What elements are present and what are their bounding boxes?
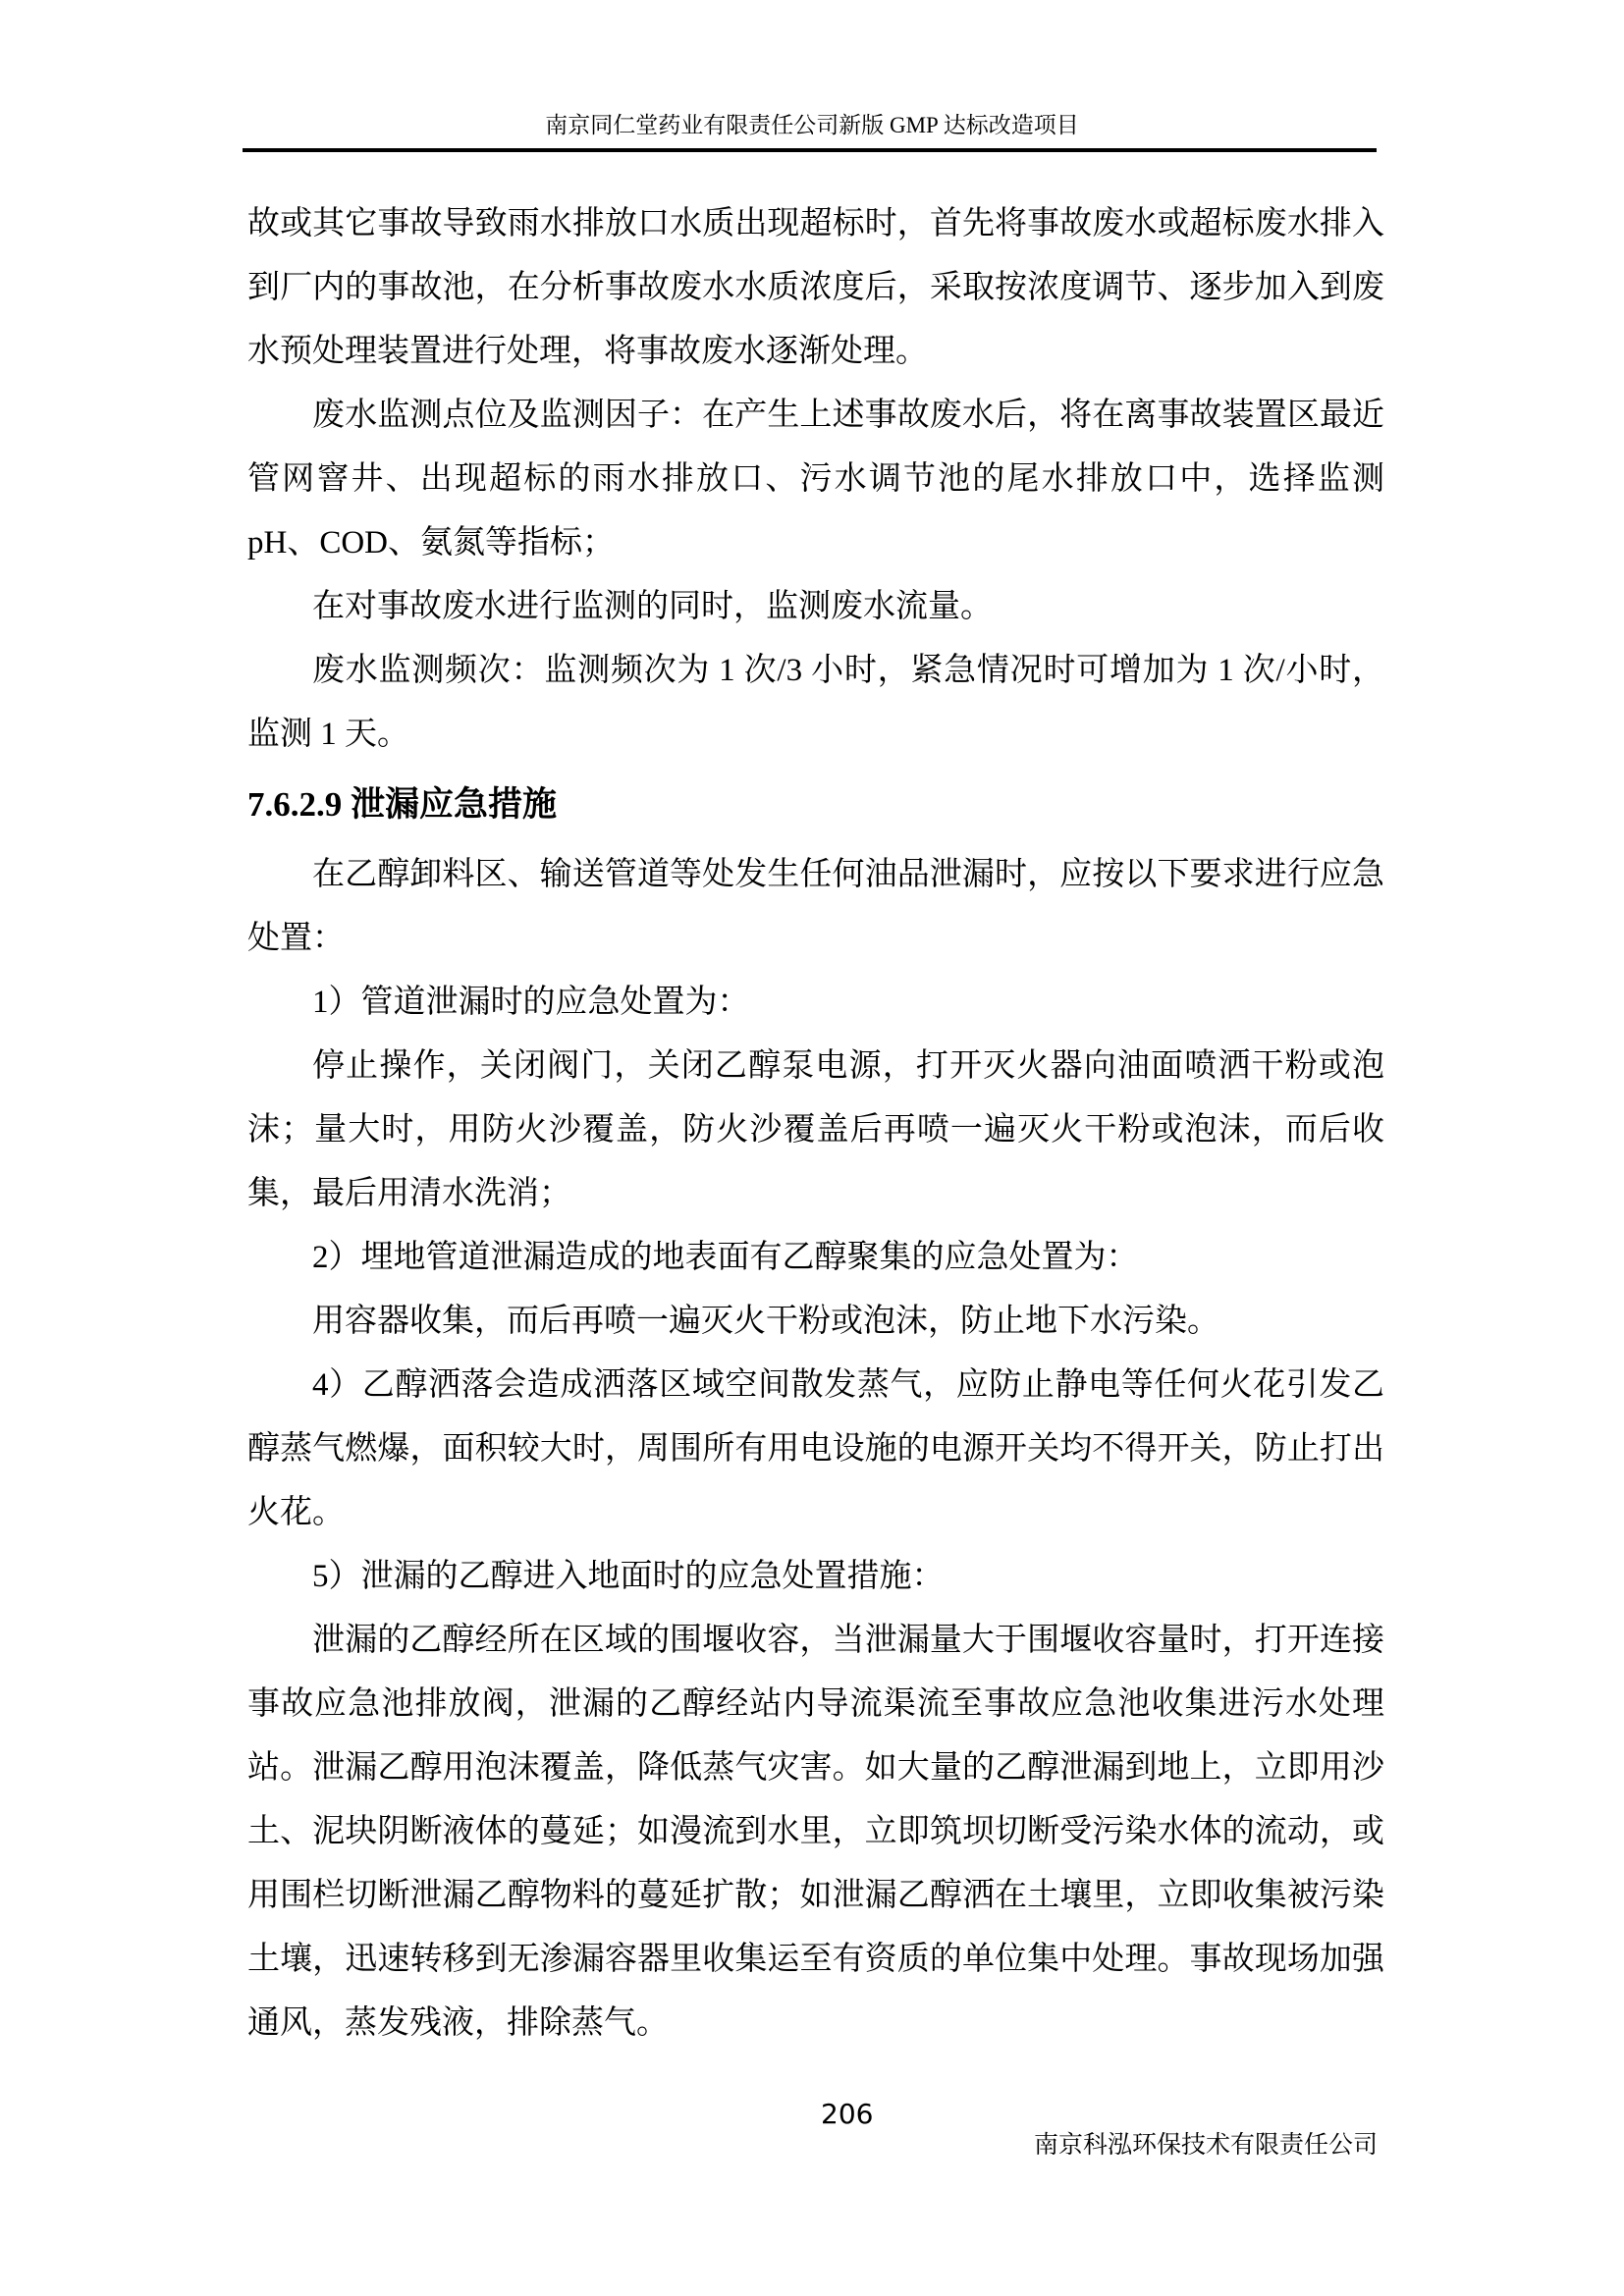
body-paragraph: 用容器收集，而后再喷一遍灭火干粉或泡沫，防止地下水污染。 (312, 1304, 1219, 1339)
body-paragraph: 故或其它事故导致雨水排放口水质出现超标时，首先将事故废水或超标废水排入到厂内的事故池，在分析事故废水水质浓度后，采取按浓度调节、逐步加入到废水预处理装置进行处理，将事故废水逐渐处理。 (247, 206, 1384, 369)
document-body (247, 192, 1384, 2056)
body-paragraph: 1）管道泄漏时的应急处置为： (312, 985, 750, 1020)
body-paragraph: 2）埋地管道泄漏造成的地表面有乙醇聚集的应急处置为： (312, 1240, 1139, 1275)
footer-company: 南京科泓环保技术有限责任公司 (1033, 2132, 1378, 2159)
body-paragraph: 泄漏的乙醇经所在区域的围堰收容，当泄漏量大于围堰收容量时，打开连接事故应急池排放阀，泄漏的乙醇经站内导流渠流至事故应急池收集进污水处理站。泄漏乙醇用泡沫覆盖，降低蒸气灾害。如大量的乙醇泄漏到地上，立即用沙土、泥块阴断液体的蔓延；如漫流到水里，立即筑坝切断受污染水体的流动，或用围栏切断泄漏乙醇物料的蔓延扩散；如泄漏乙醇洒在土壤里，立即收集被污染土壤，迅速转移到无渗漏容器里收集运至有资质的单位集中处理。事故现场加强通风，蒸发残液，排除蒸气。 (247, 1623, 1384, 2041)
header-divider (243, 148, 1377, 152)
body-paragraph: 废水监测点位及监测因子：在产生上述事故废水后，将在离事故装置区最近管网窨井、出现超标的雨水排放口、污水调节池的尾水排放口中，选择监测 pH、COD、氨氮等指标； (247, 398, 1384, 561)
body-paragraph: 停止操作，关闭阀门，关闭乙醇泵电源，打开灭火器向油面喷洒干粉或泡沫；量大时，用防火沙覆盖，防火沙覆盖后再喷一遍灭火干粉或泡沫，而后收集，最后用清水洗消； (247, 1048, 1384, 1211)
body-paragraph: 5）泄漏的乙醇进入地面时的应急处置措施： (312, 1559, 945, 1594)
body-paragraph: 在乙醇卸料区、输送管道等处发生任何油品泄漏时，应按以下要求进行应急处置： (247, 857, 1384, 956)
page-header-title: 南京同仁堂药业有限责任公司新版 GMP 达标改造项目 (545, 113, 1079, 137)
page-number: 206 (821, 2098, 874, 2130)
section-heading: 7.6.2.9 泄漏应急措施 (247, 785, 558, 824)
body-paragraph: 废水监测频次：监测频次为 1 次/3 小时，紧急情况时可增加为 1 次/小时，监测 1 天。 (247, 653, 1384, 752)
body-paragraph: 在对事故废水进行监测的同时，监测废水流量。 (312, 589, 993, 624)
body-paragraph: 4）乙醇洒落会造成洒落区域空间散发蒸气，应防止静电等任何火花引发乙醇蒸气燃爆，面积较大时，周围所有用电设施的电源开关均不得开关，防止打出火花。 (247, 1367, 1384, 1530)
